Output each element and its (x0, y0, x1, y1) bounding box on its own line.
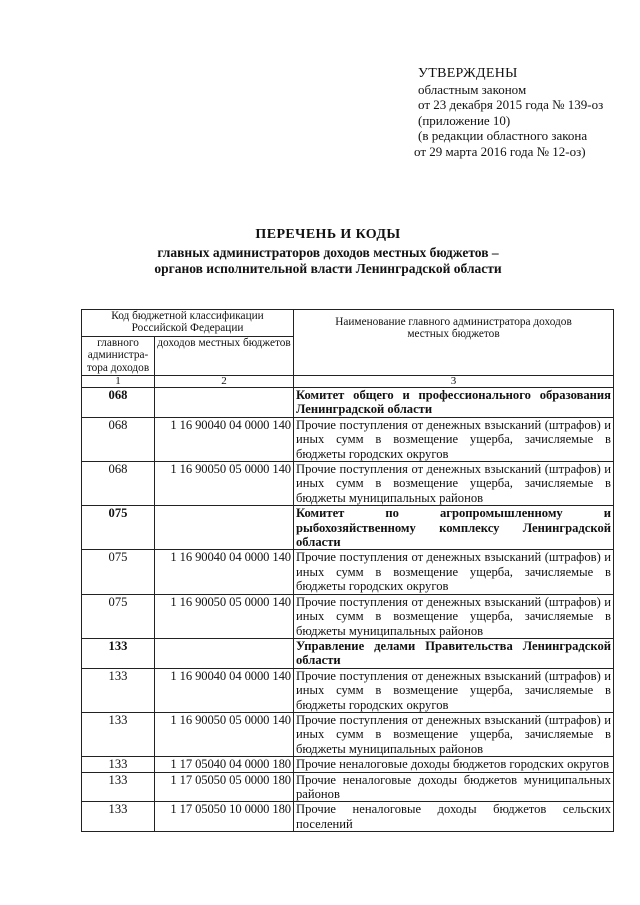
table-row (82, 388, 614, 418)
table-row (82, 772, 614, 802)
admin-code-cell: 133 (82, 668, 155, 712)
budget-code-cell: 1 17 05040 04 0000 180 (155, 757, 294, 772)
column-number: 3 (294, 376, 614, 388)
administrator-name-cell: Прочие неналоговые доходы бюджетов городских округов (294, 757, 614, 772)
admin-code-cell: 133 (82, 772, 155, 802)
document-title (118, 227, 538, 277)
administrator-name-cell: Прочие поступления от денежных взысканий (штрафов) и иных сумм в возмещение ущерба, зачисляемые в бюджеты муниципальных районов (294, 594, 614, 638)
administrator-name-cell: Прочие поступления от денежных взысканий (штрафов) и иных сумм в возмещение ущерба, зачисляемые в бюджеты муниципальных районов (294, 462, 614, 506)
admin-code-cell: 133 (82, 802, 155, 832)
table-row (82, 757, 614, 772)
table-row (82, 506, 614, 550)
table-row (82, 550, 614, 594)
table-row (82, 638, 614, 668)
codes-table (81, 309, 614, 832)
table-row (82, 417, 614, 461)
table-row (82, 802, 614, 832)
admin-code-cell: 133 (82, 712, 155, 756)
document-title-main: ПЕРЕЧЕНЬ И КОДЫ (255, 227, 401, 242)
admin-code-cell: 068 (82, 462, 155, 506)
admin-code-cell: 133 (82, 757, 155, 772)
budget-code-cell: 1 17 05050 10 0000 180 (155, 802, 294, 832)
budget-code-cell: 1 16 90050 05 0000 140 (155, 712, 294, 756)
admin-code-cell: 068 (82, 417, 155, 461)
administrator-name-cell: Комитет по агропромышленному и рыбохозяйственному комплексу Ленинградской области (294, 506, 614, 550)
administrator-name-cell: Прочие поступления от денежных взысканий (штрафов) и иных сумм в возмещение ущерба, зачисляемые в бюджеты городских округов (294, 668, 614, 712)
budget-code-cell: 1 16 90050 05 0000 140 (155, 594, 294, 638)
approval-title: УТВЕРЖДЕНЫ (418, 66, 518, 81)
column-number: 1 (82, 376, 155, 388)
administrator-name-cell: Прочие неналоговые доходы бюджетов сельских поселений (294, 802, 614, 832)
table-header-row (82, 310, 614, 337)
table-row (82, 594, 614, 638)
approval-line: от 29 марта 2016 года № 12-оз) (414, 143, 586, 159)
header-kbk: Код бюджетной классификации Российской Федерации (82, 310, 294, 337)
admin-code-cell: 133 (82, 638, 155, 668)
approval-line: областным законом (418, 81, 527, 97)
administrator-name-cell: Прочие поступления от денежных взысканий (штрафов) и иных сумм в возмещение ущерба, зачисляемые в бюджеты городских округов (294, 417, 614, 461)
admin-code-cell: 068 (82, 388, 155, 418)
document-title-line: главных администраторов доходов местных бюджетов – (157, 245, 499, 260)
column-number: 2 (155, 376, 294, 388)
administrator-name-cell: Управление делами Правительства Ленинградской области (294, 638, 614, 668)
budget-code-cell (155, 506, 294, 550)
admin-code-cell: 075 (82, 550, 155, 594)
budget-code-cell: 1 16 90050 05 0000 140 (155, 462, 294, 506)
document-title-line: органов исполнительной власти Ленинградской области (154, 261, 502, 276)
administrator-name-cell: Комитет общего и профессионального образования Ленинградской области (294, 388, 614, 418)
table-row (82, 712, 614, 756)
header-admin: главного администра-тора доходов (82, 337, 155, 376)
admin-code-cell: 075 (82, 506, 155, 550)
column-number-row (82, 376, 614, 388)
table-row (82, 462, 614, 506)
administrator-name-cell: Прочие неналоговые доходы бюджетов муниципальных районов (294, 772, 614, 802)
approval-line: (в редакции областного закона (418, 128, 588, 143)
admin-code-cell: 075 (82, 594, 155, 638)
header-name: Наименование главного администратора доходов местных бюджетов (294, 310, 614, 376)
budget-code-cell: 1 16 90040 04 0000 140 (155, 550, 294, 594)
approval-line: от 23 декабря 2015 года № 139-оз (418, 97, 604, 112)
administrator-name-cell: Прочие поступления от денежных взысканий (штрафов) и иных сумм в возмещение ущерба, зачисляемые в бюджеты муниципальных районов (294, 712, 614, 756)
budget-code-cell (155, 638, 294, 668)
approval-line: (приложение 10) (418, 112, 511, 128)
administrator-name-cell: Прочие поступления от денежных взысканий (штрафов) и иных сумм в возмещение ущерба, зачисляемые в бюджеты городских округов (294, 550, 614, 594)
table-row (82, 668, 614, 712)
budget-code-cell (155, 388, 294, 418)
budget-code-cell: 1 16 90040 04 0000 140 (155, 417, 294, 461)
budget-code-cell: 1 17 05050 05 0000 180 (155, 772, 294, 802)
approval-block (414, 66, 634, 159)
header-income: доходов местных бюджетов (155, 337, 294, 376)
budget-code-cell: 1 16 90040 04 0000 140 (155, 668, 294, 712)
